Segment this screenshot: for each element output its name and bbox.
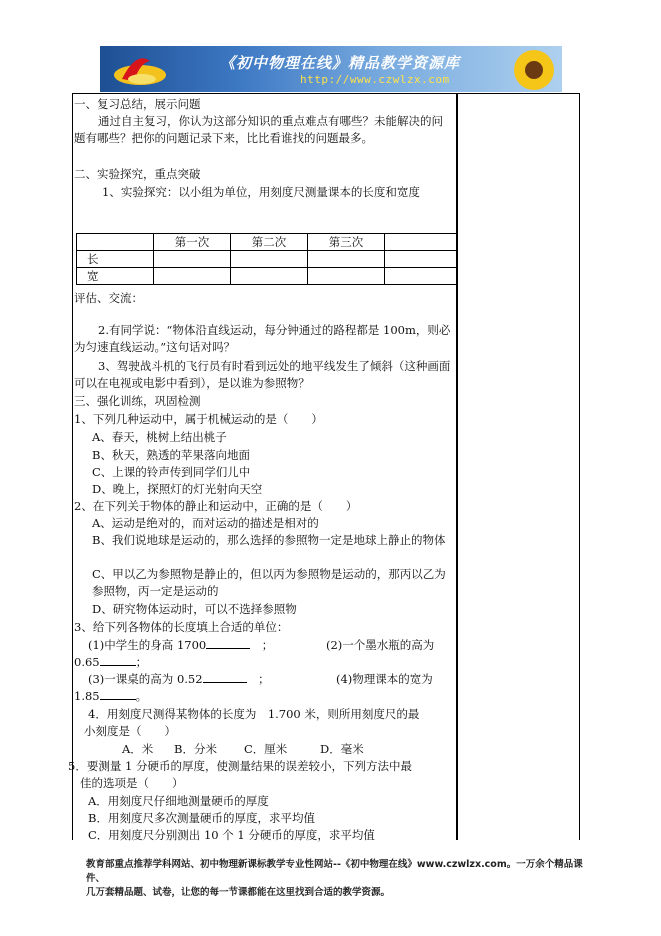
exercise-4-option-b: B．分米 bbox=[174, 742, 217, 756]
item-1-text: (1)中学生的身高 1700 bbox=[88, 638, 207, 652]
exercise-1-option-b: B、秋天，熟透的苹果落向地面 bbox=[92, 448, 250, 462]
exercise-2-option-a: A、运动是绝对的，而对运动的描述是相对的 bbox=[92, 516, 319, 530]
exercise-1-option-a: A、春天，桃树上结出桃子 bbox=[92, 430, 227, 444]
section1-paragraph: 通过自主复习，你认为这部分知识的重点难点有哪些？未能解决的问题有哪些？把你的问题记录下来，比比看谁找的问题最多。 bbox=[74, 114, 443, 145]
evaluation-label: 评估、交流： bbox=[74, 291, 143, 305]
table-cell[interactable] bbox=[308, 268, 385, 285]
table-header-row bbox=[77, 234, 458, 251]
site-logo bbox=[110, 49, 168, 89]
exercise-4-stem-line1: 4．用刻度尺测得某物体的长度为 1.700 米，则所用刻度尺的最 bbox=[88, 707, 420, 721]
exercise-5-stem-line1: 5．要测量 1 分硬币的厚度，使测量结果的误差较小，下列方法中最 bbox=[68, 759, 412, 773]
exercise-1-stem: 1、下列几种运动中，属于机械运动的是（ ） bbox=[74, 412, 323, 426]
table-cell[interactable] bbox=[231, 251, 308, 268]
item-2-blank[interactable] bbox=[100, 654, 136, 666]
item-3-blank[interactable] bbox=[203, 671, 247, 683]
measurement-table bbox=[76, 233, 458, 285]
exercise-5-option-b: B．用刻度尺多次测量硬币的厚度，求平均值 bbox=[88, 811, 315, 825]
section3-heading: 三、强化训练，巩固检测 bbox=[74, 394, 201, 408]
item-1-end: ； bbox=[261, 638, 274, 652]
table-row bbox=[77, 251, 458, 268]
item-2-end: ； bbox=[135, 655, 148, 669]
table-cell[interactable] bbox=[154, 268, 231, 285]
item-4-blank[interactable] bbox=[100, 688, 136, 700]
exercise-3-item-2-value bbox=[74, 654, 147, 670]
row-label: 宽 bbox=[77, 268, 154, 285]
exercise-4-option-c: C．厘米 bbox=[244, 742, 288, 756]
item-4-end: 。 bbox=[135, 689, 148, 703]
question-3-reference: 3、驾驶战斗机的飞行员有时看到远处的地平线发生了倾斜（这种画面可以在电视或电影中看到），是以谁为参照物？ bbox=[74, 359, 451, 390]
notes-column bbox=[457, 93, 580, 840]
question-2-motion: 2.有同学说：“物体沿直线运动，每分钟通过的路程都是 100m，则必为匀速直线运动。”这句话对吗？ bbox=[74, 323, 451, 354]
table-header-cell bbox=[77, 234, 154, 251]
row-label: 长 bbox=[77, 251, 154, 268]
exercise-3-item-2-text: (2)一个墨水瓶的高为 bbox=[326, 638, 435, 652]
exercise-3-item-4-text: (4)物理课本的宽为 bbox=[336, 672, 433, 686]
header-banner bbox=[100, 46, 562, 92]
table-cell[interactable] bbox=[385, 251, 458, 268]
exercise-3-item-3 bbox=[88, 671, 270, 687]
table-header-cell: 第三次 bbox=[308, 234, 385, 251]
page-footer bbox=[86, 858, 586, 900]
exercise-5-stem-line2: 佳的选项是（ ） bbox=[80, 776, 184, 790]
exercise-2-option-d: D、研究物体运动时，可以不选择参照物 bbox=[92, 602, 297, 616]
experiment-task: 1、实验探究：以小组为单位，用刻度尺测量课本的长度和宽度 bbox=[102, 185, 420, 199]
table-row bbox=[77, 268, 458, 285]
table-cell[interactable] bbox=[154, 251, 231, 268]
exercise-2-option-c: C、甲以乙为参照物是静止的，但以丙为参照物是运动的，那丙以乙为参照物，丙一定是运动的 bbox=[92, 567, 446, 598]
table-cell[interactable] bbox=[385, 268, 458, 285]
exercise-3-stem: 3、给下列各物体的长度填上合适的单位： bbox=[74, 620, 289, 634]
exercise-4-stem-line2: 小刻度是（ ） bbox=[84, 724, 176, 738]
table-header-cell: 第二次 bbox=[231, 234, 308, 251]
item-1-blank[interactable] bbox=[206, 637, 250, 649]
footer-line-1: 教育部重点推荐学科网站、初中物理新课标教学专业性网站--《初中物理在线》www.czwlzx.com。一万余个精品课件、 bbox=[86, 859, 583, 884]
item-3-end: ； bbox=[258, 672, 270, 686]
section2-heading: 二、实验探究，重点突破 bbox=[74, 167, 201, 181]
exercise-5-option-c: C．用刻度尺分别测出 10 个 1 分硬币的厚度，求平均值 bbox=[88, 828, 375, 842]
footer-line-2: 几万套精品题、试卷，让您的每一节课都能在这里找到合适的教学资源。 bbox=[86, 887, 391, 898]
exercise-3-item-1 bbox=[88, 637, 273, 653]
exercise-4-option-d: D．毫米 bbox=[320, 742, 364, 756]
exercise-3-item-4-value bbox=[74, 688, 147, 704]
item-4-number: 1.85 bbox=[74, 689, 100, 703]
exercise-1-option-c: C、上课的铃声传到同学们儿中 bbox=[92, 465, 251, 479]
exercise-4-option-a: A．米 bbox=[122, 742, 154, 756]
table-cell[interactable] bbox=[308, 251, 385, 268]
table-header-cell bbox=[385, 234, 458, 251]
sunflower-icon bbox=[508, 48, 560, 92]
banner-title: 《初中物理在线》精品教学资源库 bbox=[220, 54, 461, 72]
item-2-number: 0.65 bbox=[74, 655, 100, 669]
table-header-cell: 第一次 bbox=[154, 234, 231, 251]
exercise-5-option-a: A．用刻度尺仔细地测量硬币的厚度 bbox=[88, 794, 269, 808]
exercise-1-option-d: D、晚上，探照灯的灯光射向天空 bbox=[92, 482, 263, 496]
exercise-2-option-b: B、我们说地球是运动的，那么选择的参照物一定是地球上静止的物体 bbox=[92, 533, 446, 547]
section1-heading: 一、复习总结，展示问题 bbox=[74, 97, 201, 111]
item-3-text: (3)一课桌的高为 0.52 bbox=[88, 672, 203, 686]
exercise-2-stem: 2、在下列关于物体的静止和运动中，正确的是（ ） bbox=[74, 499, 358, 513]
banner-url[interactable]: http://www.czwlzx.com bbox=[300, 73, 450, 86]
table-cell[interactable] bbox=[231, 268, 308, 285]
